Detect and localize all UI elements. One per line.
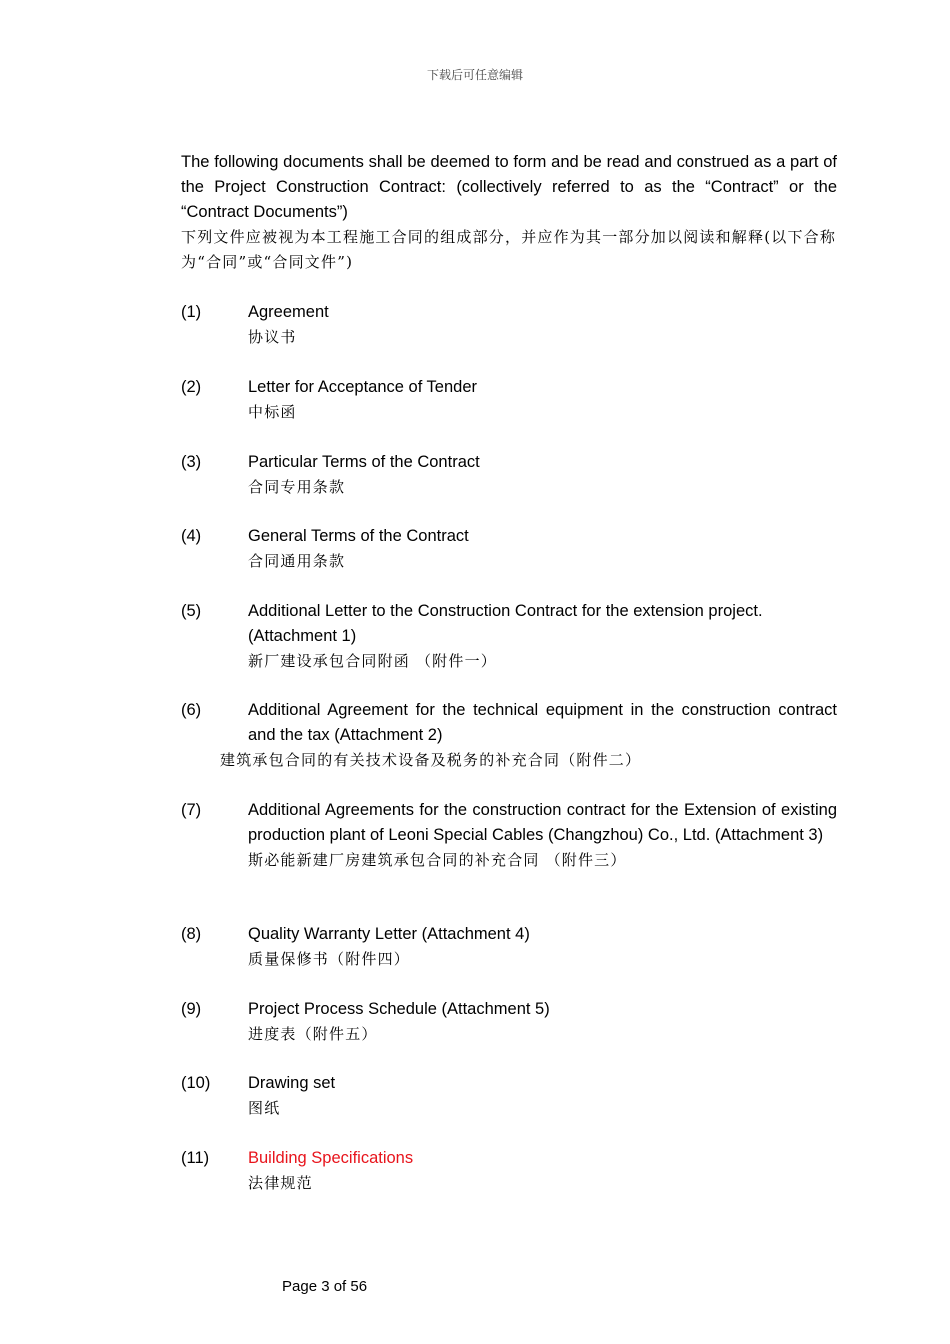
item-body [248,922,837,972]
intro-text-english: The following documents shall be deemed to form and be read and construed as a part of the Project Construction Contract: (collectively referred to as the “Contract” or the “Contract Documents”) [181,153,837,221]
page-number: Page 3 of 56 [282,1278,368,1295]
item-title-chinese: 新厂建设承包合同附函 （附件一） [248,652,497,670]
header-note: 下载后可任意编辑 [426,68,523,82]
item-body [248,524,837,574]
item-title-english: Additional Letter to the Construction Contract for the extension project. (Attachment 1) [248,602,763,645]
item-body [248,450,837,500]
item-title-english: Letter for Acceptance of Tender [248,378,478,396]
intro-paragraph [181,150,837,275]
item-title-chinese: 中标函 [248,403,297,421]
item-title-chinese: 进度表（附件五） [248,1025,378,1043]
item-title-chinese: 质量保修书（附件四） [248,950,411,968]
intro-text-chinese: 下列文件应被视为本工程施工合同的组成部分，并应作为其一部分加以阅读和解释(以下合称为“合同”或“合同文件”) [181,228,837,271]
item-title-english: Additional Agreements for the construction contract for the Extension of existing production plant of Leoni Special Cables (Changzhou) Co., Ltd. (Attachment 3) [248,801,837,844]
item-title-english: Additional Agreement for the technical equipment in the construction contract and the tax (Attachment 2) [248,701,837,744]
item-number: (5) [181,602,202,620]
item-title-chinese: 协议书 [248,328,297,346]
item-title-english-highlighted: Building Specifications [248,1149,414,1167]
item-title-chinese: 合同通用条款 [248,552,346,570]
item-title-chinese: 建筑承包合同的有关技术设备及税务的补充合同（附件二） [220,751,642,769]
item-title-chinese: 图纸 [248,1099,281,1117]
item-title-english: General Terms of the Contract [248,527,469,545]
item-body [220,698,837,773]
item-title-chinese: 合同专用条款 [248,478,346,496]
item-body [248,1071,837,1121]
item-number: (10) [181,1074,211,1092]
item-body [248,375,837,425]
item-number: (4) [181,527,202,545]
item-title-english: Project Process Schedule (Attachment 5) [248,1000,550,1018]
item-title-chinese: 斯必能新建厂房建筑承包合同的补充合同 （附件三） [248,851,627,869]
item-number: (8) [181,925,202,943]
item-title-english: Drawing set [248,1074,336,1092]
item-number: (11) [181,1149,210,1167]
item-title-english: Particular Terms of the Contract [248,453,480,471]
item-title-english: Quality Warranty Letter (Attachment 4) [248,925,530,943]
item-number: (7) [181,801,202,819]
item-body [248,300,837,350]
item-number: (6) [181,701,202,719]
item-title-chinese: 法律规范 [248,1174,313,1192]
item-body [248,1146,837,1196]
item-body [248,997,837,1047]
item-number: (9) [181,1000,202,1018]
item-number: (1) [181,303,202,321]
item-body [248,599,837,674]
item-number: (3) [181,453,202,471]
item-title-english: Agreement [248,303,329,321]
item-body [248,798,837,873]
item-number: (2) [181,378,202,396]
